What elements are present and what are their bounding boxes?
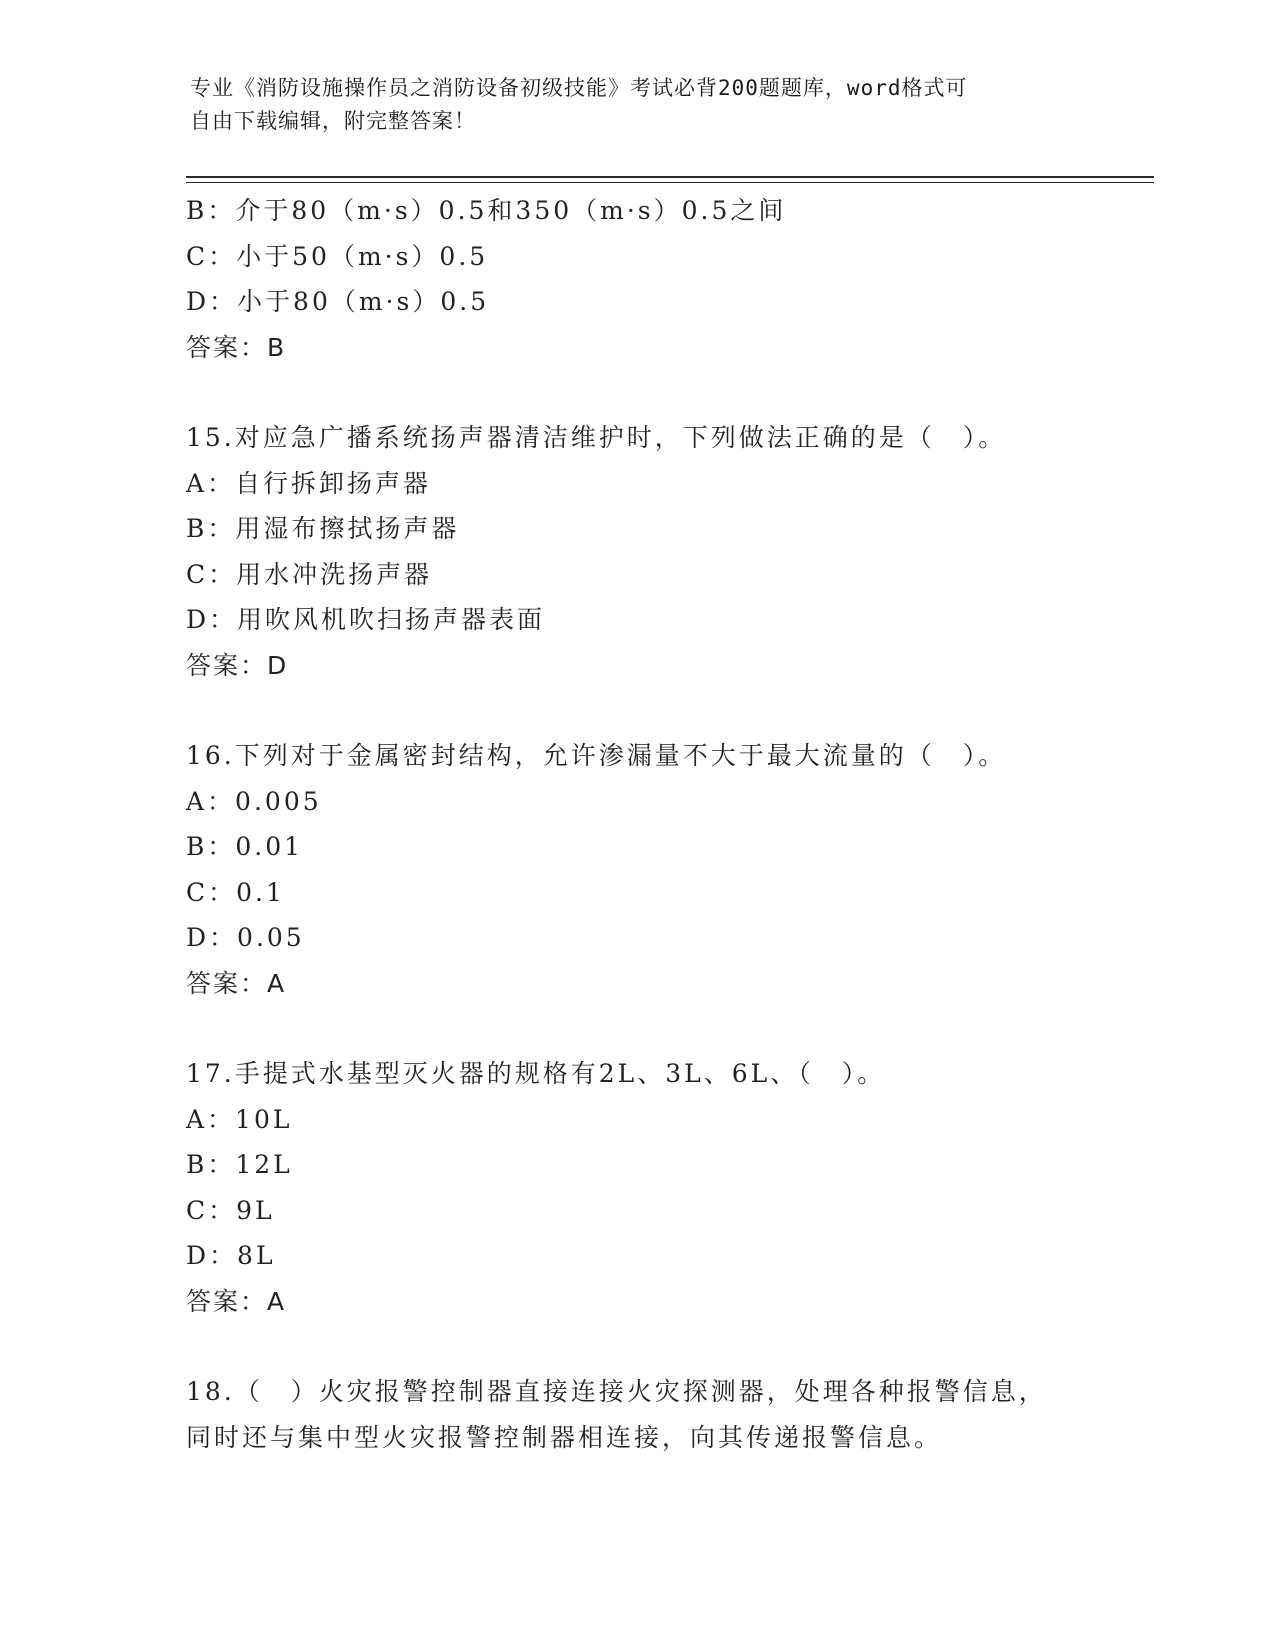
question-list (186, 188, 1146, 1460)
option-b: B：0.01 (186, 832, 304, 861)
option-d: D：0.05 (186, 923, 305, 952)
question-text: 15.对应急广播系统扬声器清洁维护时，下列做法正确的是（ ）。 (186, 423, 1007, 452)
answer: 答案：A (186, 968, 287, 998)
question-text: 16.下列对于金属密封结构，允许渗漏量不大于最大流量的（ ）。 (186, 741, 1007, 770)
option-a: A：0.005 (186, 786, 322, 816)
option-d: D：用吹风机吹扫扬声器表面 (186, 605, 546, 634)
answer: 答案：D (186, 650, 289, 680)
option-c: C：用水冲洗扬声器 (186, 559, 433, 589)
question-text: 18.（ ）火灾报警控制器直接连接火灾探测器，处理各种报警信息，同时还与集中型火灾报警控制器相连接，向其传递报警信息。 (186, 1377, 1047, 1452)
document-header (190, 72, 1070, 138)
spacer (186, 1324, 1146, 1369)
spacer (186, 688, 1146, 733)
header-rule-thick (186, 176, 1154, 178)
header-rule-thin (186, 182, 1154, 183)
option-c: C：0.1 (186, 877, 285, 907)
option-b: B：12L (186, 1150, 293, 1179)
question-18 (186, 1369, 1146, 1460)
option-a: A：10L (186, 1104, 293, 1134)
option-c: C：9L (186, 1195, 275, 1225)
option-b: B：介于80（m·s）0.5和350（m·s）0.5之间 (186, 196, 787, 225)
question-text: 17.手提式水基型灭火器的规格有2L、3L、6L、（ ）。 (186, 1059, 886, 1088)
answer: 答案：B (186, 332, 287, 362)
option-c: C：小于50（m·s）0.5 (186, 241, 489, 271)
spacer (186, 370, 1146, 415)
option-b: B：用湿布擦拭扬声器 (186, 514, 460, 543)
question-15 (186, 415, 1146, 688)
option-d: D：小于80（m·s）0.5 (186, 287, 490, 316)
spacer (186, 1006, 1146, 1051)
answer: 答案：A (186, 1286, 287, 1316)
header-line-2: 自由下载编辑，附完整答案！ (190, 109, 476, 133)
question-17 (186, 1051, 1146, 1324)
header-line-1: 专业《消防设施操作员之消防设备初级技能》考试必背200题题库，word格式可 (190, 76, 968, 100)
question-14-tail (186, 188, 1146, 370)
option-d: D：8L (186, 1241, 276, 1270)
option-a: A：自行拆卸扬声器 (186, 468, 432, 498)
question-16 (186, 733, 1146, 1006)
